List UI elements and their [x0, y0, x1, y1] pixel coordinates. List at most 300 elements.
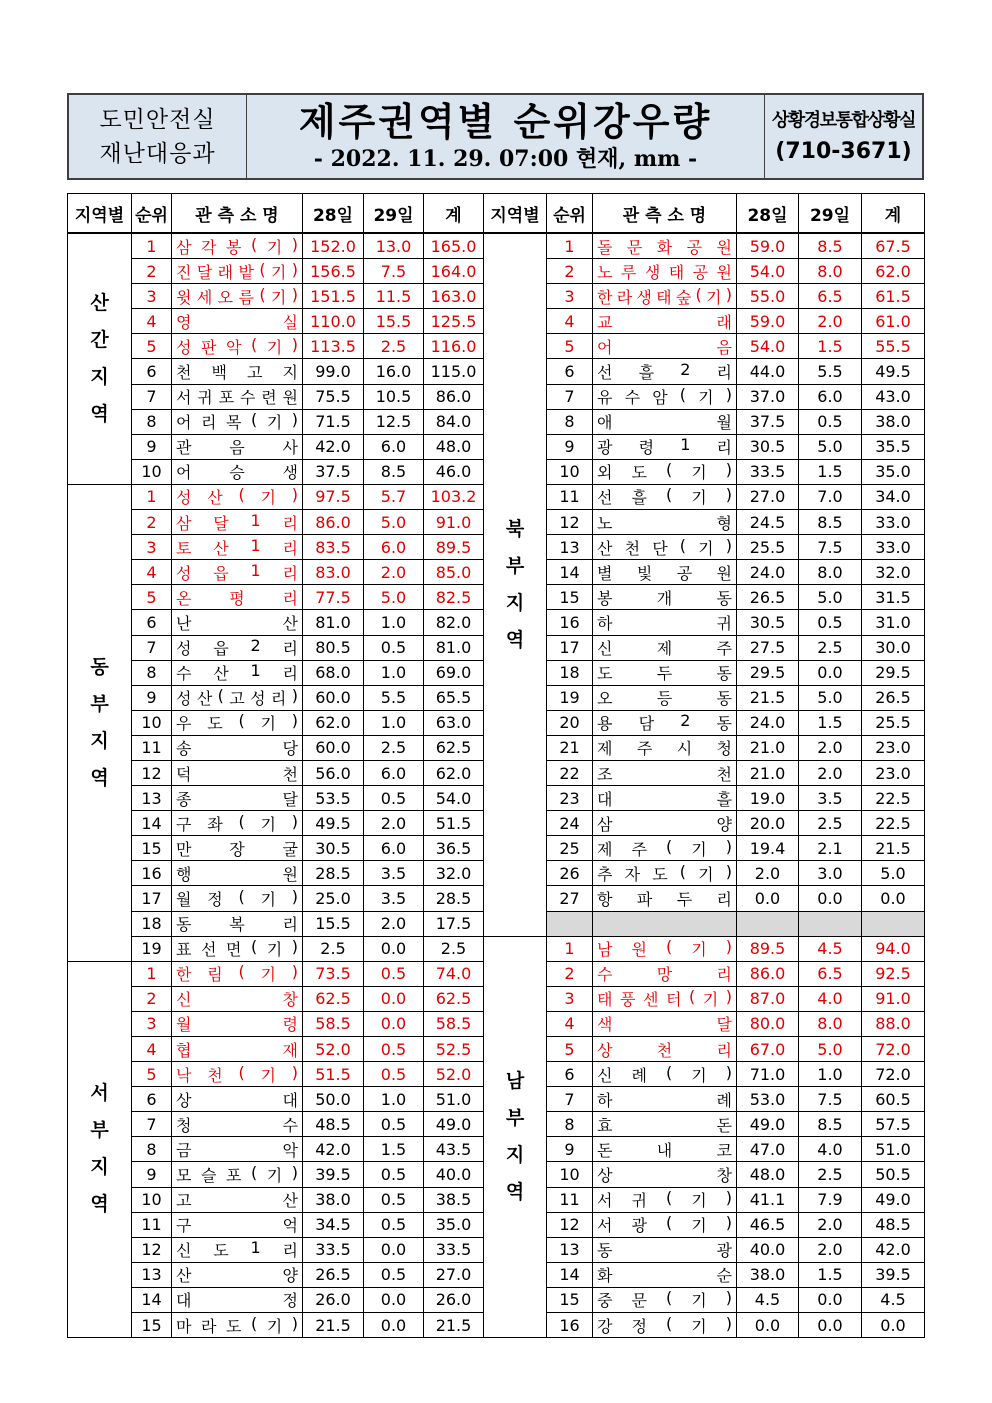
rain-total-cell: 84.0	[424, 409, 484, 434]
rain-day28-cell: 19.4	[737, 836, 799, 861]
station-name-cell	[172, 986, 303, 1011]
table-row	[484, 911, 925, 936]
station-name-cell	[593, 635, 737, 660]
station-name: 색 달	[597, 1015, 732, 1035]
table-row	[68, 233, 484, 259]
rain-total-cell: 60.5	[862, 1087, 925, 1112]
table-row	[484, 1237, 925, 1262]
rain-day29-cell: 6.5	[799, 961, 862, 986]
rain-day28-cell: 54.0	[737, 259, 799, 284]
station-name: 삼 각 봉 ( 기 )	[176, 234, 298, 257]
rain-day29-cell: 2.1	[799, 836, 862, 861]
table-row	[484, 1112, 925, 1137]
rain-day29-cell: 2.0	[799, 735, 862, 760]
station-name-cell	[593, 1112, 737, 1137]
rain-day29-cell: 6.0	[364, 535, 424, 560]
station-name: 제 주 시 청	[597, 739, 732, 759]
station-name-cell	[172, 660, 303, 685]
rank-cell: 8	[547, 409, 593, 434]
rain-day28-cell: 60.0	[303, 685, 364, 710]
rain-day29-cell: 0.5	[799, 409, 862, 434]
rain-day29-cell	[799, 911, 862, 936]
rank-cell: 16	[132, 861, 172, 886]
station-name-cell	[593, 1137, 737, 1162]
table-row	[484, 1062, 925, 1087]
station-name-cell	[593, 735, 737, 760]
rain-day28-cell: 68.0	[303, 660, 364, 685]
station-name: 광 령 1 리	[597, 435, 732, 458]
rank-cell: 7	[132, 1112, 172, 1137]
rain-day29-cell: 2.5	[799, 811, 862, 836]
rain-total-cell: 27.0	[424, 1262, 484, 1287]
table-row	[484, 535, 925, 560]
rank-cell: 23	[547, 786, 593, 811]
rain-day29-cell: 0.5	[364, 1212, 424, 1237]
rain-day29-cell: 3.5	[364, 886, 424, 911]
rain-day29-cell: 0.5	[364, 1187, 424, 1212]
station-name: 외 도 ( 기 )	[597, 460, 732, 483]
table-row	[484, 585, 925, 610]
rain-total-cell: 94.0	[862, 936, 925, 961]
rain-day29-cell: 0.5	[364, 1112, 424, 1137]
rain-total-cell: 63.0	[424, 710, 484, 735]
station-name: 성 산 ( 기 )	[176, 485, 298, 508]
rain-day28-cell: 59.0	[737, 233, 799, 259]
rank-cell: 16	[547, 610, 593, 635]
rain-total-cell: 33.5	[424, 1237, 484, 1262]
rank-cell: 18	[132, 911, 172, 936]
rain-day29-cell: 0.0	[364, 1011, 424, 1036]
rain-total-cell: 74.0	[424, 961, 484, 986]
department-line-2: 재난대응과	[99, 140, 216, 167]
station-name: 삼 달 1 리	[176, 510, 298, 533]
table-row	[484, 811, 925, 836]
table-row	[484, 635, 925, 660]
rain-total-cell: 61.5	[862, 284, 925, 309]
rain-day29-cell: 7.5	[364, 259, 424, 284]
rain-day29-cell: 5.5	[799, 359, 862, 384]
rank-cell: 5	[132, 334, 172, 359]
rain-day28-cell: 38.0	[737, 1262, 799, 1287]
rank-cell: 15	[547, 1287, 593, 1312]
station-name: 한 라 생 태 숲 ( 기 )	[597, 284, 732, 307]
table-row	[484, 1137, 925, 1162]
rain-total-cell: 31.5	[862, 585, 925, 610]
rain-total-cell: 51.0	[424, 1087, 484, 1112]
rain-total-cell: 2.5	[424, 936, 484, 961]
rank-cell: 17	[547, 635, 593, 660]
station-name-cell	[172, 1087, 303, 1112]
station-name: 한 림 ( 기 )	[176, 962, 298, 985]
department-box	[69, 95, 247, 178]
rain-total-cell: 42.0	[862, 1237, 925, 1262]
station-name: 상 천 리	[597, 1040, 732, 1060]
table-row	[484, 836, 925, 861]
rain-day29-cell: 5.5	[364, 685, 424, 710]
region-cell	[68, 961, 132, 1337]
rain-day29-cell: 6.0	[364, 434, 424, 459]
rank-cell: 6	[132, 1087, 172, 1112]
station-name: 성 읍 1 리	[176, 560, 298, 583]
station-name: 노 형	[597, 513, 732, 533]
station-name: 동 광	[597, 1241, 732, 1261]
station-name-cell	[172, 259, 303, 284]
rain-total-cell: 51.5	[424, 811, 484, 836]
rank-cell: 1	[547, 233, 593, 259]
region-cell	[68, 233, 132, 484]
rain-day28-cell: 21.5	[737, 685, 799, 710]
station-name-cell	[593, 284, 737, 309]
rain-day28-cell: 0.0	[737, 1313, 799, 1338]
station-name: 천 백 고 지	[176, 363, 298, 383]
table-row	[484, 459, 925, 484]
rain-total-cell: 72.0	[862, 1037, 925, 1062]
station-name-cell	[593, 1162, 737, 1187]
station-name: 신 창	[176, 990, 298, 1010]
rank-cell: 3	[547, 986, 593, 1011]
station-name: 진 달 래 밭 ( 기 )	[176, 259, 298, 282]
rain-day28-cell: 80.0	[737, 1011, 799, 1036]
rank-cell: 8	[132, 660, 172, 685]
station-name-cell	[593, 886, 737, 911]
rain-day28-cell: 25.5	[737, 535, 799, 560]
rain-total-cell: 0.0	[862, 886, 925, 911]
rain-day28-cell: 51.5	[303, 1062, 364, 1087]
rain-total-cell: 21.5	[862, 836, 925, 861]
rain-total-cell: 39.5	[862, 1262, 925, 1287]
station-name-cell	[593, 685, 737, 710]
table-row	[484, 334, 925, 359]
table-row	[68, 961, 484, 986]
station-name: 하 례	[597, 1090, 732, 1110]
station-name-cell	[593, 786, 737, 811]
station-name-cell	[593, 986, 737, 1011]
station-name: 교 래	[597, 312, 732, 332]
station-name: 어 음	[597, 337, 732, 357]
rain-total-cell: 48.5	[862, 1212, 925, 1237]
rain-total-cell: 23.0	[862, 735, 925, 760]
station-name-cell	[172, 735, 303, 760]
table-row	[484, 309, 925, 334]
rain-day28-cell: 30.5	[303, 836, 364, 861]
rank-cell: 11	[547, 484, 593, 509]
rain-total-cell: 31.0	[862, 610, 925, 635]
station-name: 금 악	[176, 1140, 298, 1160]
rank-cell: 8	[132, 409, 172, 434]
region-label: 서부지역	[90, 1082, 109, 1216]
station-name: 조 천	[597, 764, 732, 784]
rain-day29-cell: 0.0	[364, 986, 424, 1011]
station-name: 어 승 생	[176, 463, 298, 483]
rain-total-cell: 115.0	[424, 359, 484, 384]
rain-day28-cell: 99.0	[303, 359, 364, 384]
rain-total-cell: 21.5	[424, 1313, 484, 1338]
rank-cell: 15	[547, 585, 593, 610]
rank-cell: 10	[132, 459, 172, 484]
table-row	[484, 510, 925, 535]
rank-cell: 18	[547, 660, 593, 685]
station-name-cell	[172, 484, 303, 509]
rain-total-cell: 82.5	[424, 585, 484, 610]
station-name-cell	[172, 1112, 303, 1137]
station-name: 동 복 리	[176, 915, 298, 935]
rain-day29-cell: 8.5	[799, 233, 862, 259]
station-name-cell	[593, 710, 737, 735]
rain-total-cell: 22.5	[862, 811, 925, 836]
rain-total-cell: 72.0	[862, 1062, 925, 1087]
station-name-cell	[593, 760, 737, 785]
station-name-cell	[172, 836, 303, 861]
rain-total-cell: 36.5	[424, 836, 484, 861]
station-name-cell	[172, 635, 303, 660]
rank-cell: 2	[132, 510, 172, 535]
rain-day28-cell: 4.5	[737, 1287, 799, 1312]
rain-day28-cell	[737, 911, 799, 936]
station-name-cell	[172, 610, 303, 635]
station-name-cell	[593, 836, 737, 861]
rank-cell: 11	[132, 735, 172, 760]
rain-day29-cell: 10.5	[364, 384, 424, 409]
rank-cell: 8	[132, 1137, 172, 1162]
station-name-cell	[172, 1212, 303, 1237]
station-name-cell	[593, 1262, 737, 1287]
rain-day29-cell: 7.9	[799, 1187, 862, 1212]
rain-total-cell: 52.0	[424, 1062, 484, 1087]
rain-total-cell: 28.5	[424, 886, 484, 911]
rank-cell: 19	[547, 685, 593, 710]
rank-cell	[547, 911, 593, 936]
rain-day29-cell: 0.0	[364, 1287, 424, 1312]
rain-day29-cell: 2.0	[799, 760, 862, 785]
station-name-cell	[172, 760, 303, 785]
station-name-cell	[593, 359, 737, 384]
rank-cell: 13	[132, 786, 172, 811]
station-name: 서 광 ( 기 )	[597, 1213, 732, 1236]
col-station: 관 측 소 명	[593, 194, 737, 234]
station-name-cell	[172, 535, 303, 560]
station-name: 영 실	[176, 312, 298, 332]
rain-total-cell: 46.0	[424, 459, 484, 484]
station-name: 서 귀 ( 기 )	[597, 1188, 732, 1211]
department-line-1: 도민안전실	[99, 106, 216, 133]
rank-cell: 22	[547, 760, 593, 785]
station-name: 항 파 두 리	[597, 889, 732, 909]
rain-day28-cell: 67.0	[737, 1037, 799, 1062]
rain-day29-cell: 0.0	[799, 1287, 862, 1312]
rain-total-cell: 57.5	[862, 1112, 925, 1137]
rain-total-cell: 26.5	[862, 685, 925, 710]
station-name: 상 창	[597, 1166, 732, 1186]
table-row	[484, 610, 925, 635]
office-phone: (710-3671)	[775, 138, 912, 164]
rain-day29-cell: 6.5	[799, 284, 862, 309]
station-name-cell	[593, 1313, 737, 1338]
table-row	[484, 1087, 925, 1112]
rank-cell: 7	[547, 384, 593, 409]
rain-day28-cell: 87.0	[737, 986, 799, 1011]
table-row	[484, 961, 925, 986]
rank-cell: 14	[547, 560, 593, 585]
station-name-cell	[593, 811, 737, 836]
rain-day29-cell: 1.0	[364, 1087, 424, 1112]
table-row	[484, 560, 925, 585]
rain-total-cell: 51.0	[862, 1137, 925, 1162]
rank-cell: 5	[132, 1062, 172, 1087]
station-name: 도 두 동	[597, 664, 732, 684]
region-cell	[484, 233, 547, 936]
rain-total-cell: 54.0	[424, 786, 484, 811]
rain-day28-cell: 27.0	[737, 484, 799, 509]
rain-day29-cell: 1.0	[799, 1062, 862, 1087]
rain-total-cell: 164.0	[424, 259, 484, 284]
rain-total-cell: 91.0	[424, 510, 484, 535]
rain-total-cell: 30.0	[862, 635, 925, 660]
rain-total-cell: 62.0	[424, 760, 484, 785]
rain-day29-cell: 11.5	[364, 284, 424, 309]
rain-total-cell: 58.5	[424, 1011, 484, 1036]
rain-total-cell: 33.0	[862, 535, 925, 560]
station-name: 성 읍 2 리	[176, 636, 298, 659]
rain-total-cell	[862, 911, 925, 936]
rain-day28-cell: 37.0	[737, 384, 799, 409]
rain-day29-cell: 5.0	[364, 510, 424, 535]
station-name-cell	[593, 585, 737, 610]
rain-total-cell: 85.0	[424, 560, 484, 585]
col-rank: 순위	[547, 194, 593, 234]
rain-day28-cell: 42.0	[303, 434, 364, 459]
table-row	[484, 284, 925, 309]
station-name-cell	[172, 786, 303, 811]
rank-cell: 1	[547, 936, 593, 961]
rank-cell: 1	[132, 961, 172, 986]
rain-day28-cell: 71.5	[303, 409, 364, 434]
rain-day28-cell: 21.0	[737, 760, 799, 785]
rank-cell: 5	[132, 585, 172, 610]
col-total: 계	[862, 194, 925, 234]
station-name: 대 정	[176, 1291, 298, 1311]
rain-day29-cell: 2.5	[799, 1162, 862, 1187]
station-name-cell	[593, 861, 737, 886]
table-row	[484, 986, 925, 1011]
rain-day29-cell: 15.5	[364, 309, 424, 334]
rain-day29-cell: 2.0	[364, 911, 424, 936]
rain-day29-cell: 0.0	[799, 1313, 862, 1338]
rain-day28-cell: 49.0	[737, 1112, 799, 1137]
rain-day29-cell: 2.0	[364, 811, 424, 836]
rank-cell: 2	[547, 259, 593, 284]
region-label: 산간지역	[90, 291, 109, 425]
rain-total-cell: 40.0	[424, 1162, 484, 1187]
rank-cell: 14	[547, 1262, 593, 1287]
rain-day28-cell: 40.0	[737, 1237, 799, 1262]
station-name: 수 망 리	[597, 965, 732, 985]
rank-cell: 14	[132, 1287, 172, 1312]
rank-cell: 12	[132, 760, 172, 785]
rain-day28-cell: 50.0	[303, 1087, 364, 1112]
rain-day28-cell: 20.0	[737, 811, 799, 836]
station-name: 선 흘 2 리	[597, 360, 732, 383]
rain-day28-cell: 39.5	[303, 1162, 364, 1187]
rank-cell: 11	[132, 1212, 172, 1237]
rain-day29-cell: 3.0	[799, 861, 862, 886]
table-row	[484, 1011, 925, 1036]
rain-day29-cell: 12.5	[364, 409, 424, 434]
station-name: 고 산	[176, 1191, 298, 1211]
station-name: 어 리 목 ( 기 )	[176, 410, 298, 433]
station-name: 별 빛 공 원	[597, 563, 732, 583]
rain-day28-cell: 60.0	[303, 735, 364, 760]
rain-total-cell: 38.5	[424, 1187, 484, 1212]
rain-day29-cell: 1.0	[364, 610, 424, 635]
rain-day29-cell: 8.5	[364, 459, 424, 484]
station-name-cell	[593, 484, 737, 509]
col-total: 계	[424, 194, 484, 234]
rank-cell: 15	[132, 1313, 172, 1338]
station-name: 제 주 ( 기 )	[597, 836, 732, 859]
rain-day28-cell: 24.5	[737, 510, 799, 535]
station-name-cell	[593, 535, 737, 560]
rain-total-cell: 163.0	[424, 284, 484, 309]
station-name-cell	[172, 861, 303, 886]
rain-total-cell: 61.0	[862, 309, 925, 334]
table-header-row	[68, 194, 484, 234]
rain-total-cell: 48.0	[424, 434, 484, 459]
station-name: 대 흘	[597, 789, 732, 809]
rain-total-cell: 33.0	[862, 510, 925, 535]
station-name: 태 풍 센 터 ( 기 )	[597, 987, 732, 1010]
rank-cell: 19	[132, 936, 172, 961]
station-name-cell	[172, 434, 303, 459]
station-name: 성 산 ( 고 성 리 )	[176, 686, 298, 709]
station-name-cell	[593, 936, 737, 961]
rain-day28-cell: 83.0	[303, 560, 364, 585]
station-name: 산 천 단 ( 기 )	[597, 535, 732, 558]
station-name-cell	[172, 1062, 303, 1087]
station-name: 마 라 도 ( 기 )	[176, 1313, 298, 1336]
rain-day29-cell: 5.0	[799, 585, 862, 610]
rain-total-cell: 82.0	[424, 610, 484, 635]
rain-total-cell: 35.5	[862, 434, 925, 459]
rank-cell: 27	[547, 886, 593, 911]
rank-cell: 9	[132, 434, 172, 459]
rain-day28-cell: 81.0	[303, 610, 364, 635]
station-name-cell	[593, 309, 737, 334]
rain-total-cell: 5.0	[862, 861, 925, 886]
rain-day29-cell: 0.5	[799, 610, 862, 635]
rank-cell: 21	[547, 735, 593, 760]
rain-total-cell: 49.5	[862, 359, 925, 384]
rank-cell: 25	[547, 836, 593, 861]
station-name: 낙 천 ( 기 )	[176, 1062, 298, 1085]
rain-day28-cell: 41.1	[737, 1187, 799, 1212]
station-name-cell	[172, 1187, 303, 1212]
station-name-cell	[172, 384, 303, 409]
rain-day28-cell: 53.0	[737, 1087, 799, 1112]
rain-day28-cell: 77.5	[303, 585, 364, 610]
rank-cell: 16	[547, 1313, 593, 1338]
rain-day28-cell: 54.0	[737, 334, 799, 359]
rain-total-cell: 25.5	[862, 710, 925, 735]
rain-day28-cell: 21.0	[737, 735, 799, 760]
rain-day29-cell: 6.0	[364, 836, 424, 861]
rain-day29-cell: 4.0	[799, 986, 862, 1011]
rain-day29-cell: 7.5	[799, 1087, 862, 1112]
rain-total-cell: 69.0	[424, 660, 484, 685]
station-name: 남 원 ( 기 )	[597, 937, 732, 960]
rain-day29-cell: 8.0	[799, 1011, 862, 1036]
rain-total-cell: 0.0	[862, 1313, 925, 1338]
station-name-cell	[172, 1313, 303, 1338]
